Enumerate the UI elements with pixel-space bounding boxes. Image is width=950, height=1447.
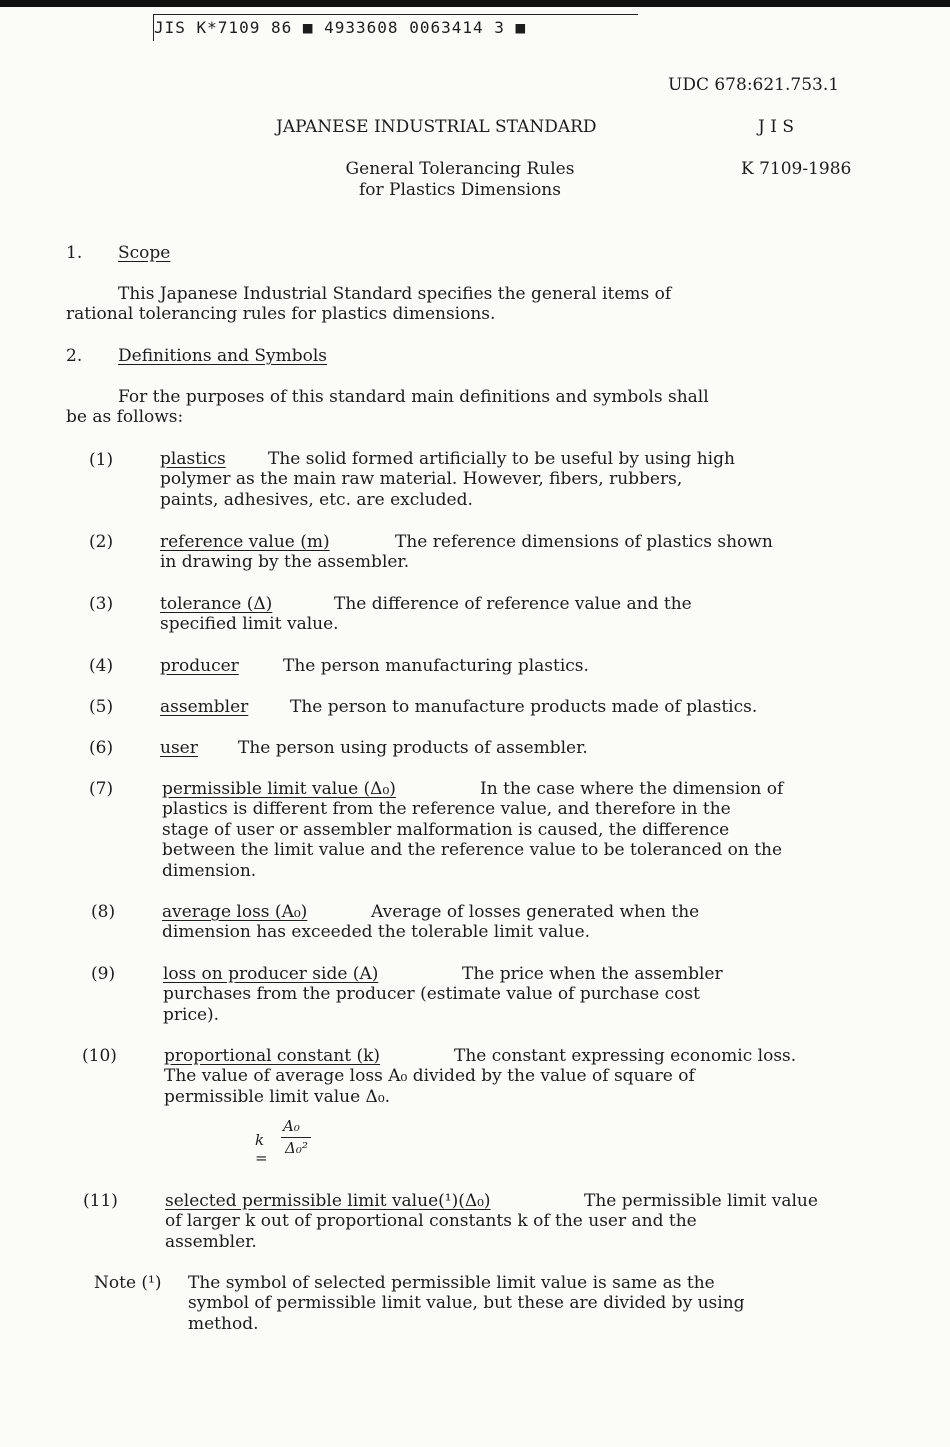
definition-text-line: Average of losses generated when the xyxy=(371,902,700,922)
jis-mark: J I S xyxy=(758,117,794,137)
definition-term: producer xyxy=(160,656,239,676)
definition-text-line: permissible limit value Δ₀. xyxy=(164,1087,391,1107)
note-text-line: The symbol of selected permissible limit value is same as the xyxy=(188,1273,715,1293)
definition-text-line: of larger k out of proportional constants k of the user and the xyxy=(165,1211,697,1231)
top-scan-bar xyxy=(0,0,950,7)
note-text-line: symbol of permissible limit value, but these are divided by using xyxy=(188,1293,745,1313)
definition-text-line: purchases from the producer (estimate value of purchase cost xyxy=(163,984,700,1004)
definition-number: (11) xyxy=(83,1191,118,1211)
definition-number: (4) xyxy=(89,656,114,676)
definition-term: selected permissible limit value(¹)(Δ₀) xyxy=(165,1191,491,1211)
section-heading-definitions: Definitions and Symbols xyxy=(118,346,328,366)
standard-label: JAPANESE INDUSTRIAL STANDARD xyxy=(276,117,597,137)
standard-number: K 7109-1986 xyxy=(741,159,852,179)
header-stamp: JIS K*7109 86 ■ 4933608 0063414 3 ■ xyxy=(153,14,638,41)
scope-body-line: This Japanese Industrial Standard specifies the general items of xyxy=(118,284,672,304)
definition-text-line: price). xyxy=(163,1005,220,1025)
formula-denominator: Δ₀² xyxy=(285,1139,308,1157)
definition-text-line: assembler. xyxy=(165,1232,257,1252)
definition-term: reference value (m) xyxy=(160,532,330,552)
definition-number: (1) xyxy=(89,450,114,470)
definition-text-line: The person using products of assembler. xyxy=(238,738,588,758)
definition-text-line: The reference dimensions of plastics shown xyxy=(395,532,773,552)
document-title-line1: General Tolerancing Rules xyxy=(345,159,575,179)
section-heading-scope: Scope xyxy=(118,243,171,263)
note-text-line: method. xyxy=(188,1314,259,1334)
definition-number: (3) xyxy=(89,594,114,614)
definition-text-line: specified limit value. xyxy=(160,614,339,634)
section-number: 2. xyxy=(66,346,83,366)
definition-text-line: In the case where the dimension of xyxy=(480,779,784,799)
definition-text-line: plastics is different from the reference value, and therefore in the xyxy=(162,799,731,819)
definition-number: (7) xyxy=(89,779,114,799)
definition-term: tolerance (Δ) xyxy=(160,594,273,614)
definition-term: average loss (A₀) xyxy=(162,902,308,922)
document-title-line2: for Plastics Dimensions xyxy=(359,180,561,200)
definition-text-line: polymer as the main raw material. However, fibers, rubbers, xyxy=(160,469,683,489)
definition-text-line: The person to manufacture products made of plastics. xyxy=(290,697,758,717)
definition-text-line: The value of average loss A₀ divided by the value of square of xyxy=(164,1066,695,1086)
definition-text-line: paints, adhesives, etc. are excluded. xyxy=(160,490,473,510)
formula-lhs: k = xyxy=(255,1131,268,1167)
definition-number: (2) xyxy=(89,532,114,552)
definition-number: (9) xyxy=(91,964,116,984)
definition-number: (5) xyxy=(89,697,114,717)
definition-text-line: stage of user or assembler malformation is caused, the difference xyxy=(162,820,730,840)
section-number: 1. xyxy=(66,243,83,263)
definitions-intro-line: be as follows: xyxy=(66,407,184,427)
definition-term: permissible limit value (Δ₀) xyxy=(162,779,396,799)
definition-text-line: The constant expressing economic loss. xyxy=(454,1046,797,1066)
definition-number: (6) xyxy=(89,738,114,758)
note-label: Note (¹) xyxy=(94,1273,162,1293)
scope-body-line: rational tolerancing rules for plastics dimensions. xyxy=(66,304,496,324)
definition-text-line: in drawing by the assembler. xyxy=(160,552,410,572)
definition-text-line: dimension. xyxy=(162,861,257,881)
definition-text-line: The difference of reference value and the xyxy=(334,594,692,614)
fraction-bar xyxy=(281,1137,311,1138)
definition-term: loss on producer side (A) xyxy=(163,964,379,984)
formula-numerator: A₀ xyxy=(283,1117,300,1135)
definitions-intro-line: For the purposes of this standard main definitions and symbols shall xyxy=(118,387,709,407)
definition-number: (10) xyxy=(82,1046,117,1066)
definition-term: assembler xyxy=(160,697,249,717)
definition-text-line: dimension has exceeded the tolerable limit value. xyxy=(162,922,591,942)
definition-term: plastics xyxy=(160,449,226,469)
definition-text-line: The solid formed artificially to be useful by using high xyxy=(268,449,735,469)
definition-text-line: The price when the assembler xyxy=(462,964,723,984)
definition-term: user xyxy=(160,738,198,758)
definition-text-line: between the limit value and the reference value to be toleranced on the xyxy=(162,840,783,860)
definition-number: (8) xyxy=(91,902,116,922)
definition-text-line: The permissible limit value xyxy=(584,1191,818,1211)
udc-code: UDC 678:621.753.1 xyxy=(668,75,840,95)
definition-term: proportional constant (k) xyxy=(164,1046,381,1066)
definition-text-line: The person manufacturing plastics. xyxy=(283,656,589,676)
